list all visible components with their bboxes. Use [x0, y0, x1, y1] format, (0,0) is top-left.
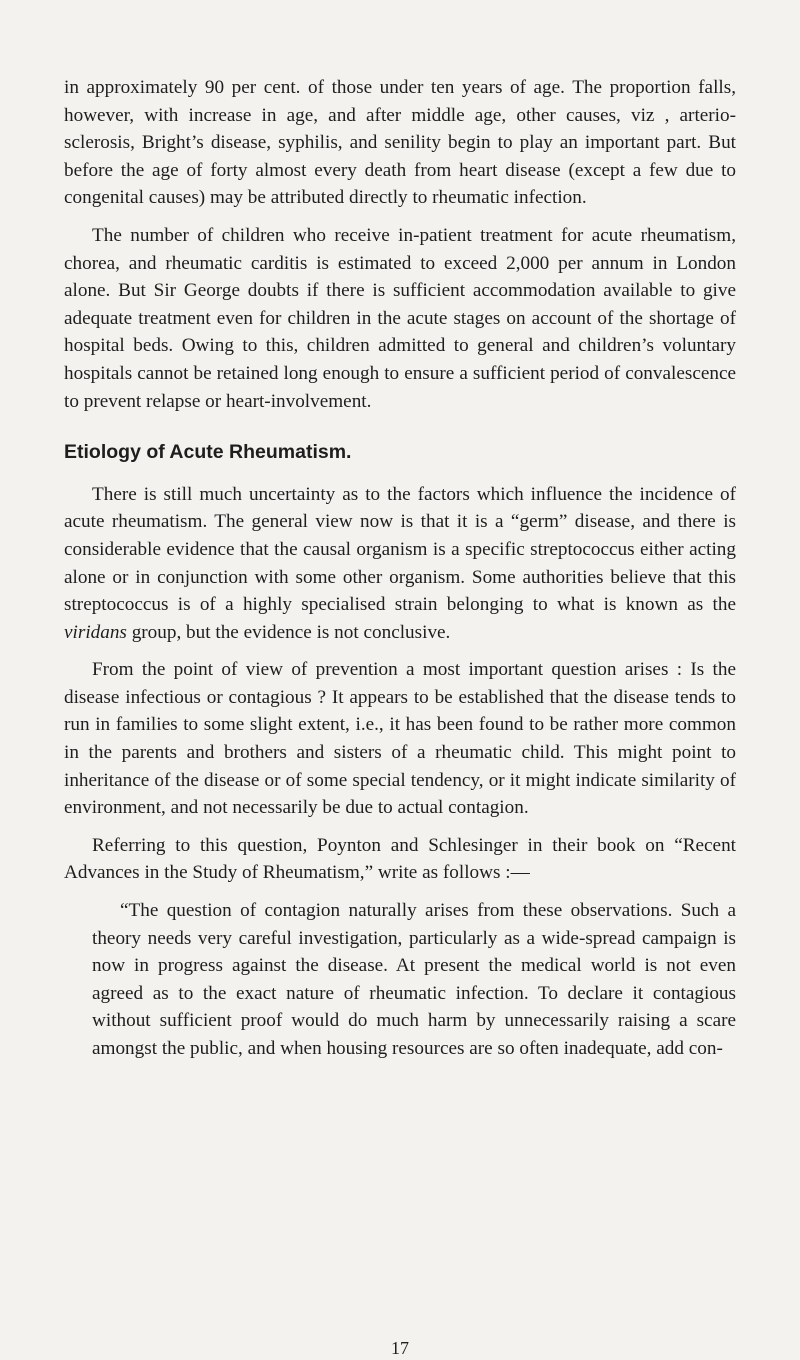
paragraph-prevention: From the point of view of prevention a most important question arises : Is the disease infectious or contagious ? It appears to be established that the disease tends to run in families to some slight extent, i.e., it has been found to be rather more common in the parents and brothers and sisters of a rheumatic child. This might point to inheritance of the disease or of some special tendency, or it might indicate similarity of environment, and not necessarily be due to actual contagion.: [64, 659, 736, 819]
paragraph-continuation: in approximately 90 per cent. of those under ten years of age. The proportion falls, however, with increase in age, and after middle age, other causes, viz , arterio-sclerosis, Bright’s disease, syphilis, and senility begin to play an important part. But before the age of forty almost every death from heart disease (except a few due to congenital causes) may be attributed directly to rheumatic infection.: [64, 77, 736, 209]
paragraph-inpatient-treatment: The number of children who receive in-patient treatment for acute rheumatism, chorea, and rheumatic carditis is estimated to exceed 2,000 per annum in London alone. But Sir George doubts if there is sufficient accommodation available to give adequate treatment even for children in the acute stages on account of the shortage of hospital beds. Owing to this, children admitted to general and children’s voluntary hospitals cannot be retained long enough to ensure a sufficient period of convalescence to prevent relapse or heart-involvement.: [64, 224, 736, 412]
paragraph-etiology-tail: group, but the evidence is not conclusive.: [126, 621, 451, 643]
document-page: [64, 74, 736, 1063]
paragraph-referring: Referring to this question, Poynton and Schlesinger in their book on “Recent Advances in the Study of Rheumatism,” write as follows :—: [64, 834, 736, 884]
block-quote: “The question of contagion naturally arises from these observations. Such a theory needs very careful investigation, particularly as a wide-spread campaign is now in progress against the disease. At present the medical world is not even agreed as to the exact nature of rheumatic infection. To declare it contagious without sufficient proof would do much harm by unnecessarily raising a scare amongst the public, and when housing resources are so often inadequate, add con-: [92, 900, 736, 1059]
italic-term: viridans: [64, 621, 127, 643]
section-heading: Etiology of Acute Rheumatism.: [64, 441, 352, 464]
paragraph-etiology-text: There is still much uncertainty as to the factors which influence the incidence of acute rheumatism. The general view now is that it is a “germ” disease, and there is considerable evidence that the causal organism is a specific streptococcus either acting alone or in conjunction with some other organism. Some authorities believe that this streptococcus is of a highly specialised strain belonging to what is known as the: [64, 483, 736, 616]
page-number: 17: [391, 1338, 409, 1358]
paragraph-etiology: [64, 481, 736, 647]
